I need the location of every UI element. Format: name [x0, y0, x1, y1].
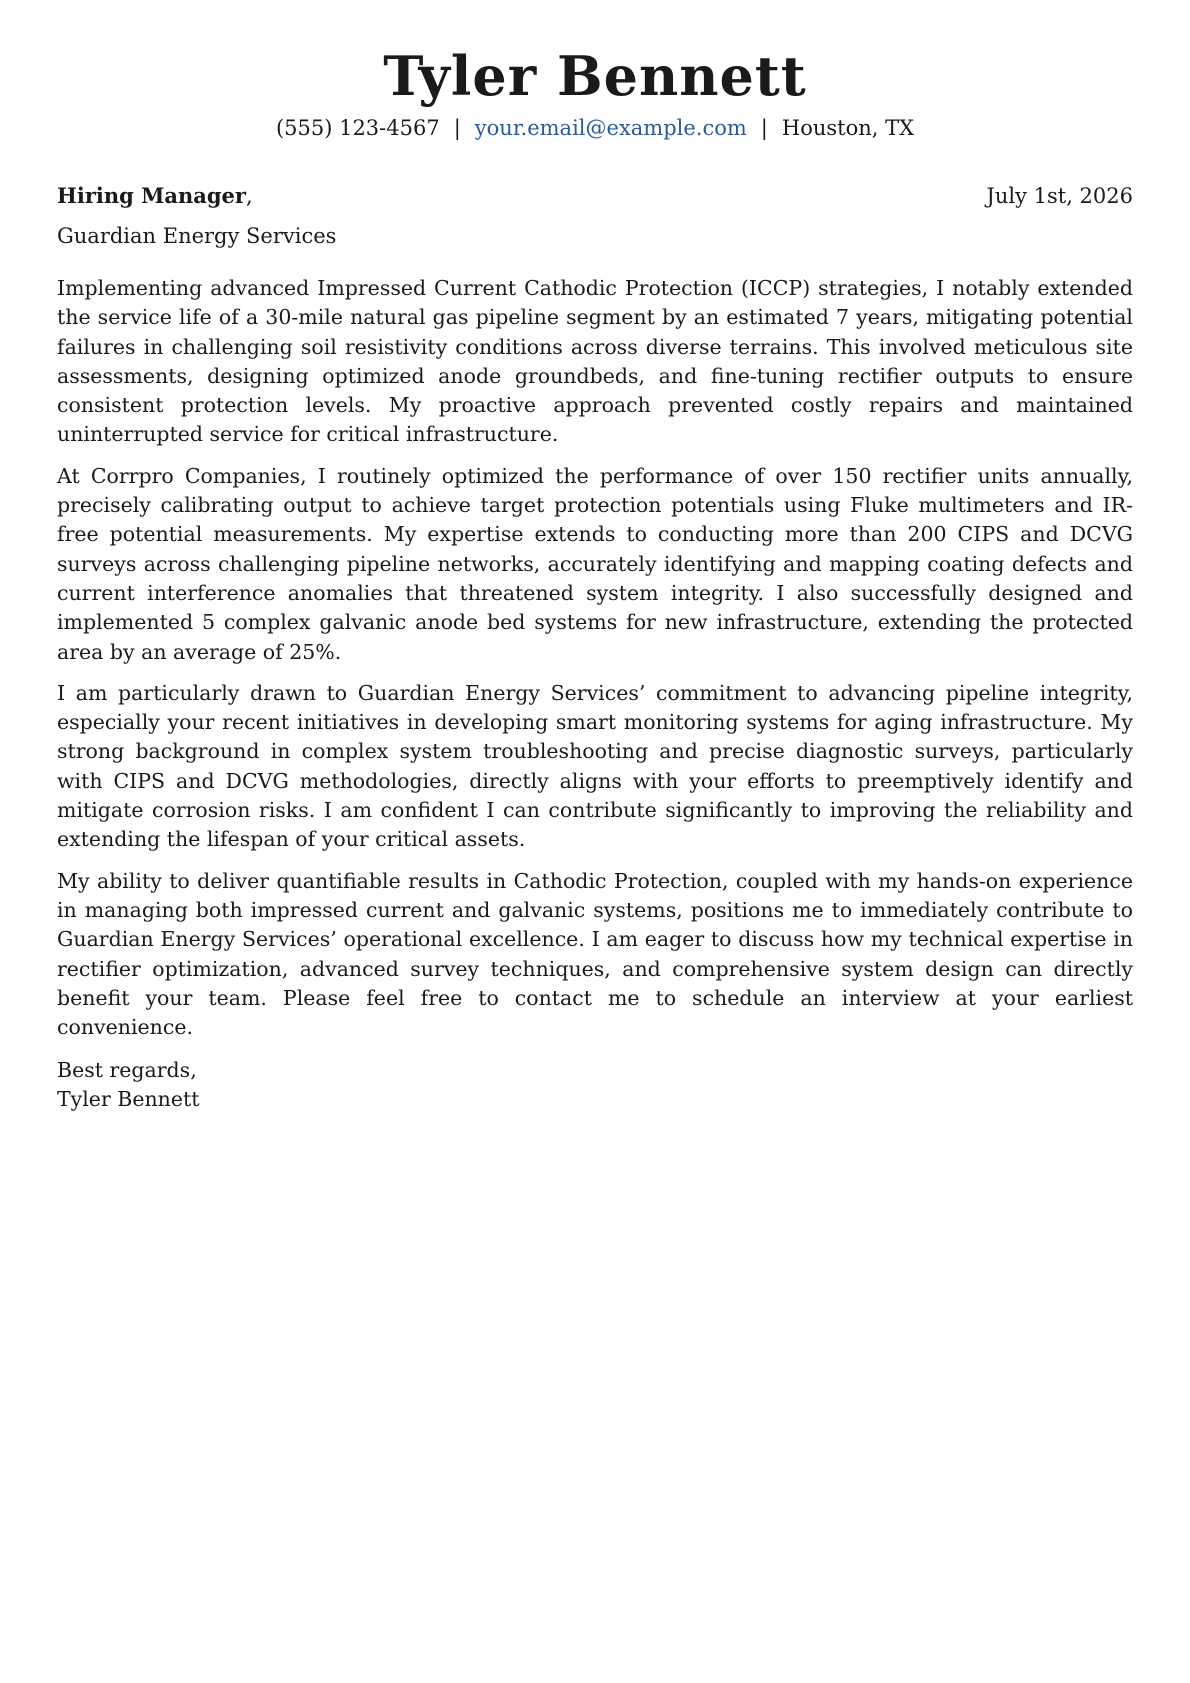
- cover-letter-page: [57, 0, 1133, 1114]
- recipient-name: Hiring Manager: [57, 183, 246, 208]
- contact-separator: |: [453, 116, 461, 140]
- letter-body: [57, 274, 1133, 1042]
- phone-number: (555) 123-4567: [275, 116, 440, 140]
- contact-line: [57, 114, 1133, 142]
- email-link[interactable]: your.email@example.com: [474, 116, 747, 140]
- body-paragraph: At Corrpro Companies, I routinely optimized the performance of over 150 rectifier units annually, precisely calibrating output to achieve target protection potentials using Fluke multimeters and IR-free potential measurements. My expertise extends to conducting more than 200 CIPS and DCVG surveys across challenging pipeline networks, accurately identifying and mapping coating defects and current interference anomalies that threatened system integrity. I also successfully designed and implemented 5 complex galvanic anode bed systems for new infrastructure, extending the protected area by an average of 25%.: [57, 463, 1133, 664]
- applicant-name: Tyler Bennett: [383, 44, 807, 108]
- body-paragraph: My ability to deliver quantifiable results in Cathodic Protection, coupled with my hands-on experience in managing both impressed current and galvanic systems, positions me to immediately contribute to Guardian Energy Services’ operational excellence. I am eager to discuss how my technical expertise in rectifier optimization, advanced survey techniques, and comprehensive system design can directly benefit your team. Please feel free to contact me to schedule an interview at your earliest convenience.: [57, 868, 1133, 1040]
- recipient-greeting: [57, 182, 253, 210]
- location: Houston, TX: [781, 116, 915, 140]
- closing-salutation: Best regards,: [57, 1058, 197, 1083]
- recipient-company: Guardian Energy Services: [57, 224, 337, 248]
- body-paragraph: Implementing advanced Impressed Current Cathodic Protection (ICCP) strategies, I notably extended the service life of a 30-mile natural gas pipeline segment by an estimated 7 years, mitigating potential failures in challenging soil resistivity conditions across diverse terrains. This involved meticulous site assessments, designing optimized anode groundbeds, and fine-tuning rectifier outputs to ensure consistent protection levels. My proactive approach prevented costly repairs and maintained uninterrupted service for critical infrastructure.: [57, 276, 1133, 447]
- closing-signature: Tyler Bennett: [57, 1087, 200, 1112]
- recipient-name-suffix: ,: [245, 184, 253, 208]
- letter-date: July 1st, 2026: [986, 184, 1133, 208]
- letter-closing: [57, 1056, 1133, 1114]
- recipient-row: [57, 182, 1133, 210]
- contact-separator: |: [760, 116, 768, 140]
- body-paragraph: I am particularly drawn to Guardian Energy Services’ commitment to advancing pipeline integrity, especially your recent initiatives in developing smart monitoring systems for aging infrastructure. My strong background in complex system troubleshooting and precise diagnostic surveys, particularly with CIPS and DCVG methodologies, directly aligns with your efforts to preemptively identify and mitigate corrosion risks. I am confident I can contribute significantly to improving the reliability and extending the lifespan of your critical assets.: [57, 680, 1133, 852]
